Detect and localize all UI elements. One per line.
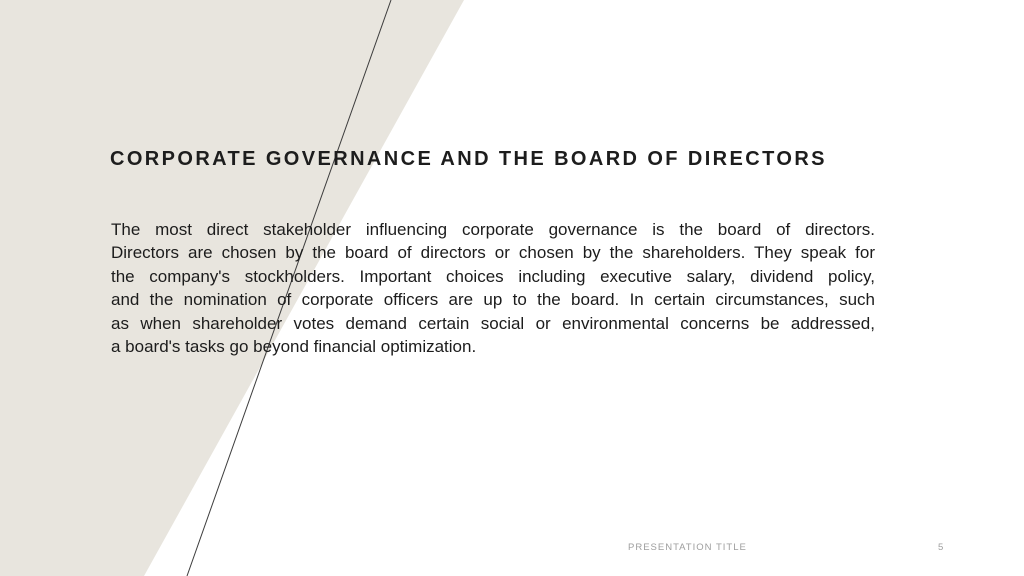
- body-line: Directors are chosen by the board of directors or chosen by the shareholders. They speak for: [111, 243, 875, 263]
- body-line: a board's tasks go beyond financial optimization.: [111, 337, 477, 357]
- body-text-block: [111, 218, 875, 358]
- body-line: the company's stockholders. Important choices including executive salary, dividend policy,: [111, 266, 875, 286]
- slide-title: CORPORATE GOVERNANCE AND THE BOARD OF DIRECTORS: [110, 148, 827, 170]
- body-line: The most direct stakeholder influencing corporate governance is the board of directors.: [111, 220, 875, 239]
- body-line: and the nomination of corporate officers are up to the board. In certain circumstances, such: [111, 290, 875, 310]
- footer-presentation-title: PRESENTATION TITLE: [628, 542, 747, 553]
- footer-page-number: 5: [938, 542, 944, 553]
- body-line: as when shareholder votes demand certain social or environmental concerns be addressed,: [111, 313, 875, 333]
